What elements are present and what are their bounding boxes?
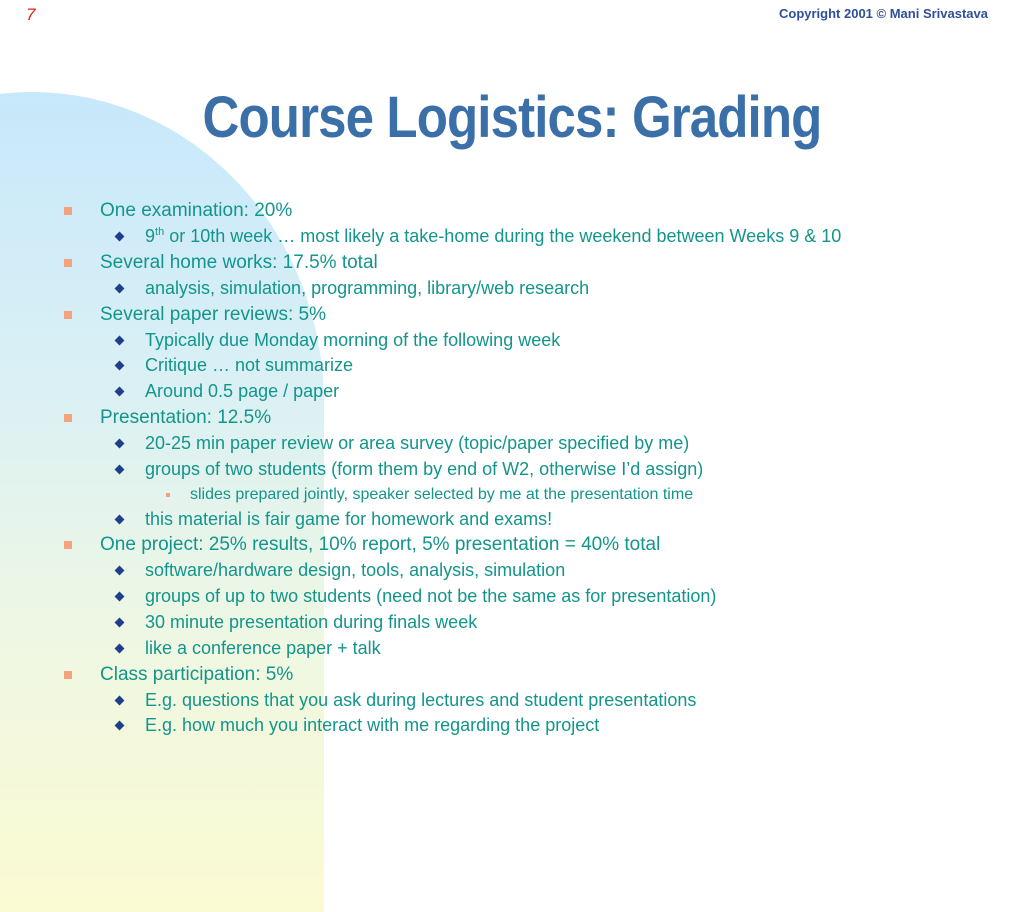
square-bullet-icon [64,207,72,215]
square-bullet-icon [64,541,72,549]
bullet-text: 9 [145,226,156,246]
bullet-text: Several home works: 17.5% total [100,251,378,273]
bullet-item-level-2 [60,713,1010,739]
bullet-item-level-2 [60,431,1010,457]
bullet-item-level-2 [60,379,1010,405]
bullet-text: Critique … not summarize [145,355,354,376]
bullet-item-level-2 [60,276,1010,302]
bullet-item-level-1 [60,405,1010,431]
diamond-bullet-icon [115,566,125,576]
bullet-text: One project: 25% results, 10% report, 5% presentation = 40% total [100,534,661,556]
bullet-text: like a conference paper + talk [145,637,381,658]
bullet-text: Presentation: 12.5% [100,406,272,428]
bullet-text: E.g. how much you interact with me regarding the project [145,715,600,736]
diamond-bullet-icon [115,283,125,293]
bullet-item-level-2 [60,584,1010,610]
bullet-text: E.g. questions that you ask during lectures and student presentations [145,689,697,710]
bullet-item-level-1 [60,198,1010,224]
diamond-bullet-icon [115,514,125,524]
bullet-item-level-2 [60,636,1010,662]
bullet-text: software/hardware design, tools, analysis, simulation [145,560,566,581]
bullet-item-level-1 [60,662,1010,688]
diamond-bullet-icon [115,592,125,602]
bullet-item-level-2 [60,224,1010,250]
bullet-list [60,198,1010,739]
bullet-text: groups of up to two students (need not be the same as for presentation) [145,586,717,607]
bullet-text: One examination: 20% [100,200,293,221]
diamond-bullet-icon [115,439,125,449]
diamond-bullet-icon [115,464,125,474]
diamond-bullet-icon [115,721,125,731]
bullet-text: groups of two students (form them by end of W2, otherwise I’d assign) [145,458,704,479]
bullet-item-level-2 [60,688,1010,714]
bullet-text: slides prepared jointly, speaker selected by me at the presentation time [190,485,694,503]
bullet-text-continued: or 10th week … most likely a take-home during the weekend between Weeks 9 & 10 [164,226,842,246]
bullet-item-level-1 [60,250,1010,276]
copyright-notice: Copyright 2001 © Mani Srivastava [779,6,988,21]
square-bullet-icon [64,311,72,319]
diamond-bullet-icon [115,387,125,397]
bullet-item-level-1 [60,302,1010,328]
small-square-bullet-icon [166,493,170,497]
slide-title: Course Logistics: Grading [202,85,822,150]
bullet-text: 20-25 min paper review or area survey (topic/paper specified by me) [145,432,690,453]
square-bullet-icon [64,414,72,422]
diamond-bullet-icon [115,643,125,653]
bullet-text: Several paper reviews: 5% [100,303,326,325]
superscript-text: th [155,226,165,238]
square-bullet-icon [64,259,72,267]
bullet-text: this material is fair game for homework and exams! [145,508,553,529]
bullet-text: analysis, simulation, programming, library/web research [145,277,590,298]
bullet-item-level-1 [60,532,1010,558]
bullet-item-level-2 [60,507,1010,533]
diamond-bullet-icon [115,335,125,345]
bullet-text: Typically due Monday morning of the following week [145,329,561,350]
diamond-bullet-icon [115,232,125,242]
bullet-item-level-2 [60,558,1010,584]
diamond-bullet-icon [115,695,125,705]
bullet-text: Class participation: 5% [100,663,294,685]
bullet-text: 30 minute presentation during finals week [145,611,478,632]
bullet-item-level-2 [60,457,1010,483]
square-bullet-icon [64,671,72,679]
slide-number: 7 [26,5,36,24]
diamond-bullet-icon [115,618,125,628]
diamond-bullet-icon [115,361,125,371]
bullet-item-level-3 [60,483,1010,507]
bullet-text: Around 0.5 page / paper [145,381,340,402]
bullet-item-level-2 [60,353,1010,379]
bullet-item-level-2 [60,328,1010,354]
bullet-item-level-2 [60,610,1010,636]
